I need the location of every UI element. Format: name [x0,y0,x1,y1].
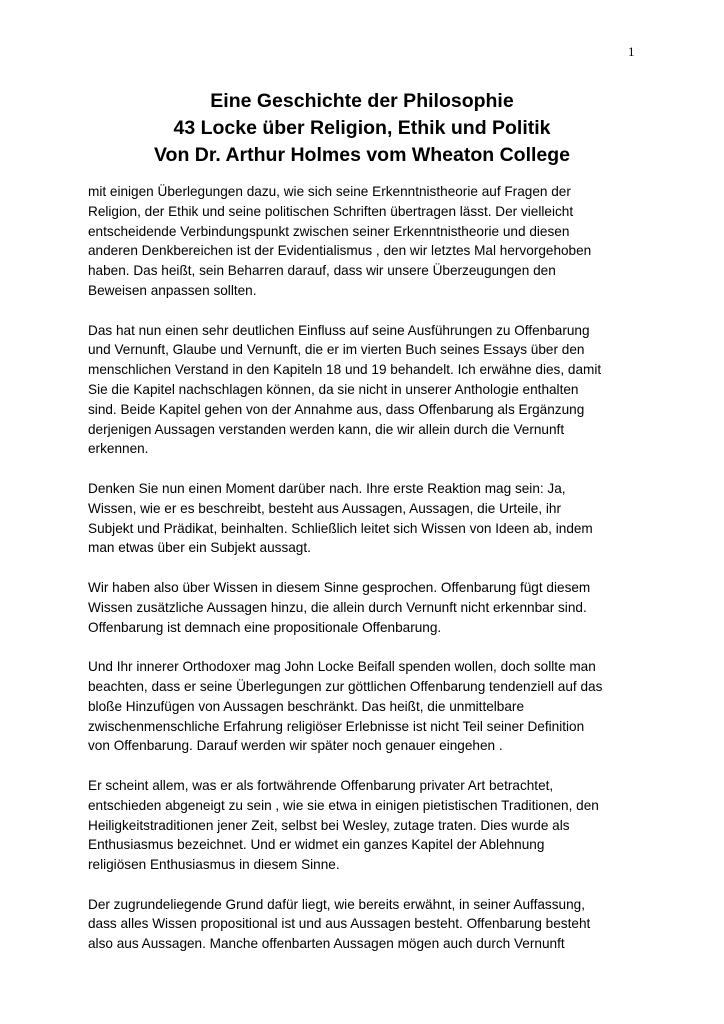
text-line: mit einigen Überlegungen dazu, wie sich seine Erkenntnistheorie auf Fragen der [88,184,571,199]
paragraph [88,657,648,756]
document-title [0,88,724,169]
text-line: Er scheint allem, was er als fortwährende Offenbarung privater Art betrachtet, [88,777,554,793]
text-line: haben. Das heißt, sein Beharren darauf, dass wir unsere Überzeugungen den [88,263,556,279]
text-line: bloße Hinzufügen von Aussagen beschränkt. Das heißt, die unmittelbare [88,698,525,714]
text-line: sind. Beide Kapitel gehen von der Annahme aus, dass Offenbarung als Ergänzung [88,401,585,417]
text-line: Subjekt und Prädikat, beinhalten. Schließlich leitet sich Wissen von Ideen ab, indem [88,520,593,536]
text-line: Wissen zusätzliche Aussagen hinzu, die allein durch Vernunft nicht erkennbar sind. [88,599,587,615]
text-line: dass alles Wissen propositional ist und aus Aussagen besteht. Offenbarung besteht [88,916,591,932]
text-line: zwischenmenschliche Erfahrung religiöser Erlebnisse ist nicht Teil seiner Definition [88,718,585,734]
text-line: beachten, dass er seine Überlegungen zur göttlichen Offenbarung tendenziell auf das [88,678,603,694]
text-line: erkennen. [88,441,149,457]
paragraph [88,182,648,301]
title-line-series: Eine Geschichte der Philosophie [210,90,514,112]
text-line: entscheidende Verbindungspunkt zwischen seiner Erkenntnistheorie und diesen [88,223,570,239]
text-line: derjenigen Aussagen verstanden werden kann, die wir allein durch die Vernunft [88,421,565,437]
text-line: anderen Denkbereichen ist der Evidentialismus , den wir letztes Mal hervorgehoben [88,243,592,259]
text-line: von Offenbarung. Darauf werden wir später noch genauer eingehen . [88,738,503,754]
text-line: Beweisen anpassen sollten. [88,282,257,298]
paragraph [88,321,648,460]
text-line: Denken Sie nun einen Moment darüber nach. Ihre erste Reaktion mag sein: Ja, [88,480,566,496]
text-line: und Vernunft, Glaube und Vernunft, die er im vierten Buch seines Essays über den [88,342,585,358]
paragraph [88,479,648,558]
text-line: Sie die Kapitel nachschlagen können, da sie nicht in unserer Anthologie enthalten [88,381,579,397]
text-line: man etwas über ein Subjekt aussagt. [88,540,311,556]
text-line: also aus Aussagen. Manche offenbarten Aussagen mögen auch durch Vernunft [88,936,565,952]
paragraph [88,776,648,875]
body-text [88,182,648,974]
text-line: Heiligkeitstraditionen jener Zeit, selbst bei Wesley, zutage traten. Dies wurde als [88,817,570,833]
text-line: Religion, der Ethik und seine politischen Schriften übertragen lässt. Der vielleicht [88,203,574,219]
title-line-lecture: 43 Locke über Religion, Ethik und Politik [173,117,551,139]
text-line: Und Ihr innerer Orthodoxer mag John Locke Beifall spenden wollen, doch sollte man [88,659,596,675]
paragraph [88,895,648,954]
text-line: Wir haben also über Wissen in diesem Sinne gesprochen. Offenbarung fügt diesem [88,579,591,595]
text-line: Wissen, wie er es beschreibt, besteht aus Aussagen, Aussagen, die Urteile, ihr [88,500,562,516]
text-line: Offenbarung ist demnach eine propositionale Offenbarung. [88,619,442,635]
text-line: menschlichen Verstand in den Kapiteln 18 und 19 behandelt. Ich erwähne dies, damit [88,362,602,378]
text-line: Das hat nun einen sehr deutlichen Einfluss auf seine Ausführungen zu Offenbarung [88,322,590,338]
text-line: entschieden abgeneigt zu sein , wie sie etwa in einigen pietistischen Traditionen, den [88,797,599,813]
text-line: Enthusiasmus bezeichnet. Und er widmet ein ganzes Kapitel der Ablehnung [88,837,545,853]
title-line-author: Von Dr. Arthur Holmes vom Wheaton College [153,144,571,166]
text-line: religiösen Enthusiasmus in diesem Sinne. [88,857,340,873]
text-line: Der zugrundeliegende Grund dafür liegt, wie bereits erwähnt, in seiner Auffassung, [88,896,585,912]
page-number: 1 [628,44,635,59]
paragraph [88,578,648,637]
